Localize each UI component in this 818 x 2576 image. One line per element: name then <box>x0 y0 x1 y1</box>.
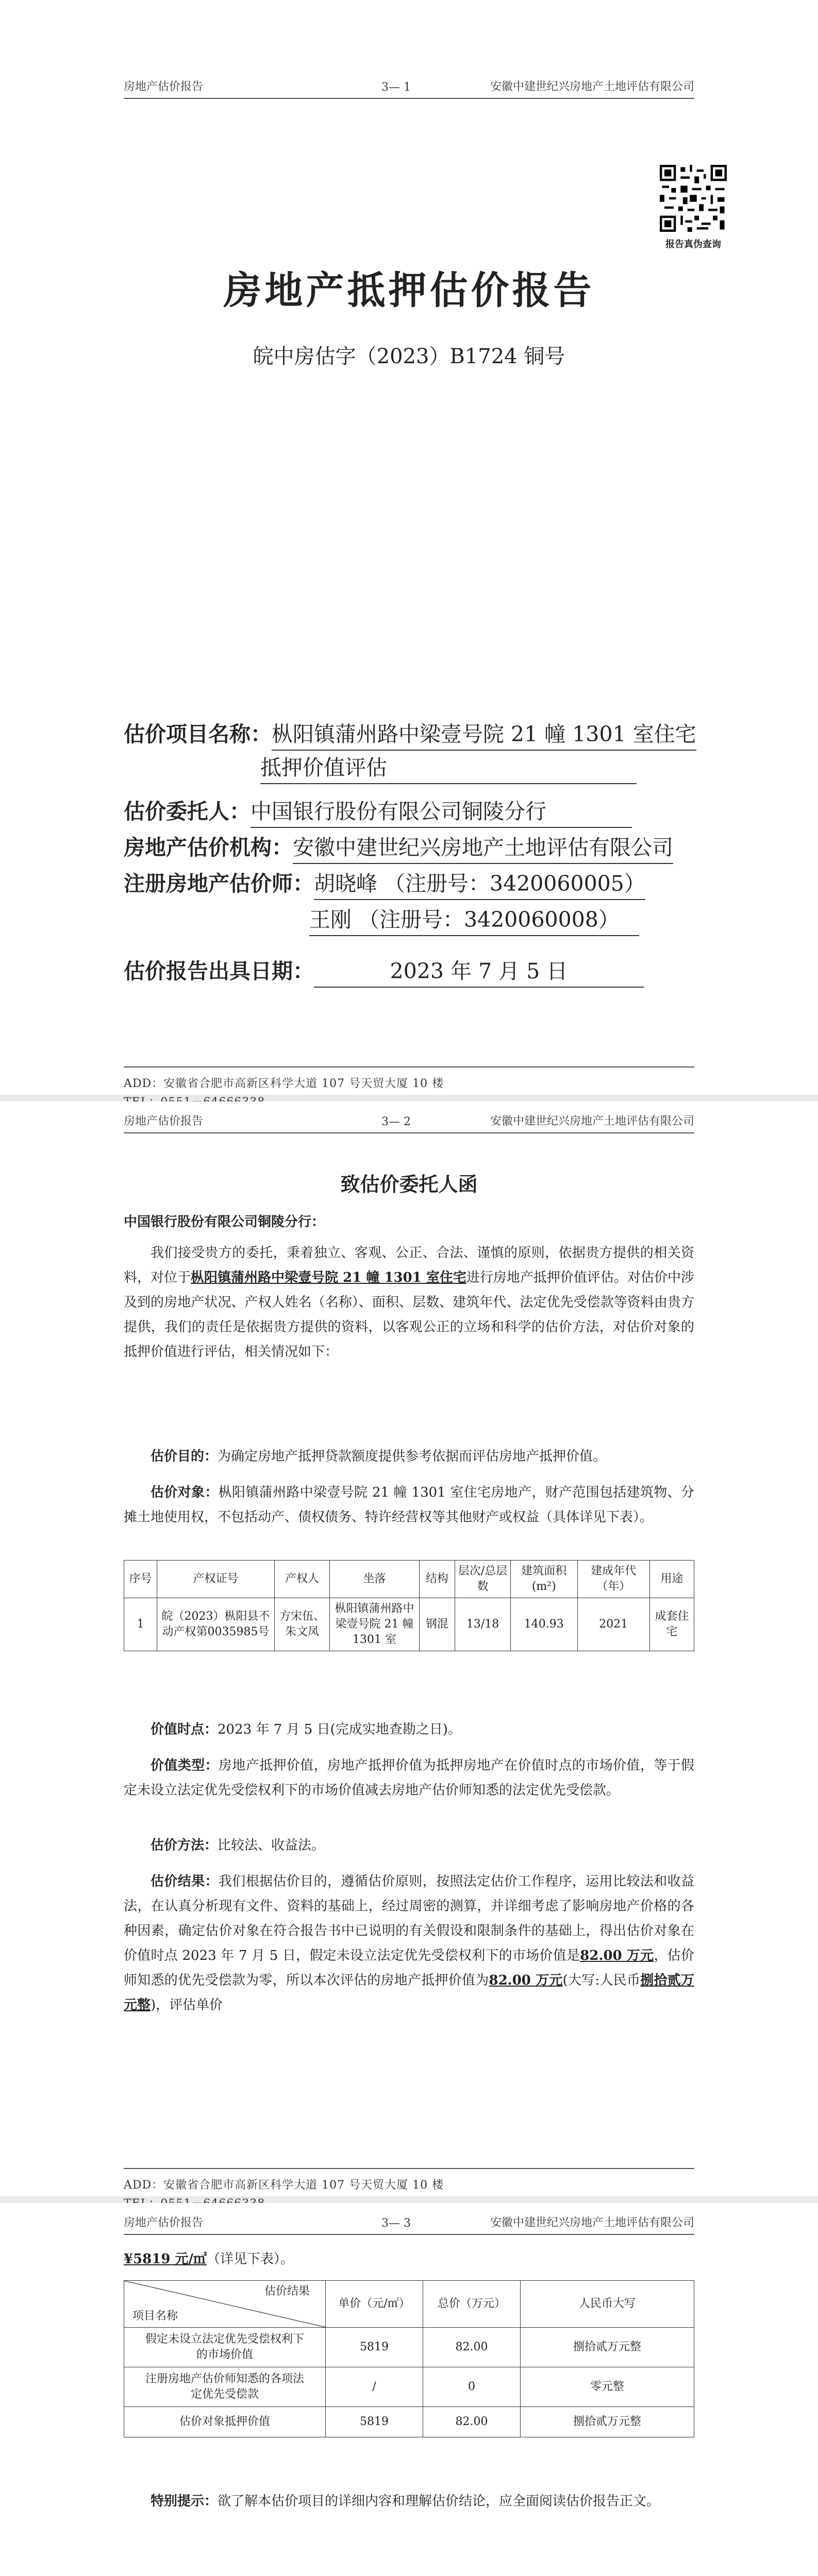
value-type-value: 房地产抵押价值，房地产抵押价值为抵押房地产在价值时点的市场价值，等于假定未设立法定优先受偿权利下的市场价值减去房地产估价师知悉的法定优先受偿款。 <box>124 1758 694 1798</box>
row-upper: 捌拾贰万元整 <box>521 2407 694 2437</box>
intro-paragraph <box>124 1241 694 1364</box>
purpose-value: 为确定房地产抵押贷款额度提供参考依据而评估房地产抵押价值。 <box>218 1449 607 1464</box>
row-upper: 零元整 <box>521 2367 694 2407</box>
qr-label: 报告真伪查询 <box>665 239 721 250</box>
method-value: 比较法、收益法。 <box>218 1838 325 1853</box>
letter-title: 致估价委托人函 <box>340 1173 478 1196</box>
project-name-value: 枞阳镇蒲州路中梁壹号院 21 幢 1301 室住宅 <box>272 719 696 751</box>
cell-structure: 钢混 <box>419 1598 455 1651</box>
cover-page <box>0 0 818 1095</box>
table-row <box>124 2328 694 2367</box>
result-page <box>0 2203 818 2576</box>
row-upper: 捌拾贰万元整 <box>521 2328 694 2367</box>
project-name-label: 估价项目名称： <box>124 722 272 747</box>
row-unit: 5819 <box>326 2407 423 2437</box>
result-text-5: （详见下表）。 <box>207 2251 294 2267</box>
result-label: 估价结果： <box>151 1874 219 1889</box>
header-left: 房地产估价报告 <box>124 80 204 93</box>
result-text-4: )，评估单价 <box>151 1997 223 2013</box>
result-amount-1: 82.00 万元 <box>580 1948 654 1963</box>
header-page-number: 3— 3 <box>381 2217 411 2230</box>
addressee-text: 中国银行股份有限公司铜陵分行： <box>124 1214 325 1230</box>
table-row <box>124 1598 694 1651</box>
cell-cert: 皖（2023）枞阳县不动产权第0035985号 <box>157 1598 275 1651</box>
result-table-header-row <box>124 2281 694 2328</box>
tips-paragraph <box>124 2489 694 2514</box>
th-total-price: 总价（万元） <box>423 2281 521 2328</box>
result-continuation <box>124 2247 694 2272</box>
value-type-label: 价值类型： <box>151 1758 219 1773</box>
th-structure: 结构 <box>419 1561 455 1598</box>
project-name-row <box>124 719 696 751</box>
header-right: 安徽中建世纪兴房地产土地评估有限公司 <box>490 1115 694 1128</box>
row-total: 0 <box>423 2367 521 2407</box>
th-unit-price: 单价（元/㎡） <box>326 2281 423 2328</box>
cell-owner: 方宋伍、朱文凤 <box>274 1598 330 1651</box>
th-use: 用途 <box>649 1561 694 1598</box>
value-type-paragraph <box>124 1753 694 1803</box>
report-date-label: 估价报告出具日期： <box>124 959 314 984</box>
result-paragraph <box>124 1869 694 2018</box>
method-paragraph <box>124 1833 694 1858</box>
appraiser-2: 王刚 （注册号：3420060008） <box>309 904 639 936</box>
header-page-number: 3— 1 <box>381 81 411 94</box>
purpose-paragraph <box>124 1444 694 1469</box>
footer-address: ADD：安徽省合肥市高新区科学大道 107 号天贸大厦 10 楼 <box>124 1077 444 1090</box>
th-cert: 产权证号 <box>157 1561 275 1598</box>
cell-year: 2021 <box>577 1598 649 1651</box>
client-value: 中国银行股份有限公司铜陵分行 <box>251 796 632 828</box>
page-header <box>124 2213 694 2235</box>
row-total: 82.00 <box>423 2407 521 2437</box>
footer-address: ADD：安徽省合肥市高新区科学大道 107 号天贸大厦 10 楼 <box>124 2179 444 2192</box>
row-unit: / <box>326 2367 423 2407</box>
appraiser-1: 胡晓峰 （注册号：3420060005） <box>314 868 645 900</box>
cell-floor: 13/18 <box>455 1598 511 1651</box>
agency-value: 安徽中建世纪兴房地产土地评估有限公司 <box>293 832 673 864</box>
row-unit: 5819 <box>326 2328 423 2367</box>
row-name: 注册房地产估价师知悉的各项法定优先受偿款 <box>124 2367 326 2407</box>
property-table <box>124 1560 694 1651</box>
th-upper: 人民币大写 <box>521 2281 694 2328</box>
cell-location: 枞阳镇蒲州路中梁壹号院 21 幢 1301 室 <box>330 1598 419 1651</box>
report-date-value: 2023 年 7 月 5 日 <box>314 956 644 988</box>
client-label: 估价委托人： <box>124 799 251 824</box>
appraiser-label: 注册房地产估价师： <box>124 871 314 896</box>
object-label: 估价对象： <box>151 1485 219 1500</box>
header-page-number: 3— 2 <box>381 1115 411 1128</box>
tips-label: 特别提示： <box>151 2494 218 2509</box>
value-date-value: 2023 年 7 月 5 日(完成实地查勘之日)。 <box>218 1722 461 1737</box>
letter-page <box>0 1101 818 2196</box>
table-header-row <box>124 1561 694 1598</box>
result-amount-2: 82.00 万元 <box>489 1973 563 1988</box>
project-name-row-2 <box>260 752 637 784</box>
row-total: 82.00 <box>423 2328 521 2367</box>
result-upper: 捌拾贰万元整 <box>124 1973 694 2013</box>
method-label: 估价方法： <box>151 1838 218 1853</box>
th-owner: 产权人 <box>274 1561 330 1598</box>
purpose-label: 估价目的： <box>151 1449 218 1464</box>
client-row <box>124 796 632 828</box>
qr-code-icon[interactable] <box>660 165 727 232</box>
th-floor: 层次/总层数 <box>455 1561 511 1598</box>
cell-seq: 1 <box>124 1598 157 1651</box>
result-text-2: ，估价师知悉的优先受偿款为零，所以本次评估的房地产抵押价值为 <box>124 1948 694 1988</box>
object-paragraph <box>124 1480 694 1530</box>
report-date-row <box>124 956 644 988</box>
row-name: 假定未设立法定优先受偿权利下的市场价值 <box>124 2328 326 2367</box>
result-unit-price: ¥5819 元/㎡ <box>124 2251 207 2267</box>
header-left: 房地产估价报告 <box>124 1115 204 1128</box>
th-location: 坐落 <box>330 1561 419 1598</box>
tips-value: 欲了解本估价项目的详细内容和理解估价结论，应全面阅读估价报告正文。 <box>218 2494 660 2509</box>
value-date-paragraph <box>124 1717 694 1742</box>
th-area: 建筑面积(m²) <box>510 1561 577 1598</box>
diag-top: 估价结果 <box>264 2285 310 2298</box>
header-right: 安徽中建世纪兴房地产土地评估有限公司 <box>490 2216 694 2229</box>
result-text-3: (大写:人民币 <box>562 1973 641 1988</box>
cell-area: 140.93 <box>510 1598 577 1651</box>
page-header <box>124 1112 694 1133</box>
object-value: 枞阳镇蒲州路中梁壹号院 21 幢 1301 室住宅房地产，财产范围包括建筑物、分摊土地使用权，不包括动产、债权债务、特许经营权等其他财产或权益（具体详见下表）。 <box>124 1485 694 1525</box>
table-row <box>124 2407 694 2437</box>
table-row <box>124 2367 694 2407</box>
report-number: 皖中房估字（2023）B1724 铜号 <box>253 345 565 368</box>
intro-object: 枞阳镇蒲州路中梁壹号院 21 幢 1301 室住宅 <box>191 1270 466 1285</box>
result-table <box>124 2280 694 2437</box>
result-text-1: 我们根据估价目的，遵循估价原则，按照法定估价工作程序，运用比较法和收益法，在认真分析现有文件、资料的基础上，经过周密的测算，并详细考虑了影响房地产价格的各种因素，确定估价对象在符合报告书中已说明的有关假设和限制条件的基础上，得出估价对象在价值时点 2023 年 7 月 5 日，假定未设立法定优先受偿权利下的市场价值是 <box>124 1874 694 1963</box>
intro-a: 我们接受贵方的委托，秉着独立、客观、公正、合法、谨慎的原则，依据贵方提供的相关资料，对位于 <box>124 1245 694 1285</box>
th-seq: 序号 <box>124 1561 157 1598</box>
diag-bottom: 项目名称 <box>132 2310 178 2323</box>
th-year: 建成年代（年） <box>577 1561 649 1598</box>
appraiser-row <box>124 868 645 900</box>
cell-use: 成套住宅 <box>649 1598 694 1651</box>
agency-label: 房地产估价机构： <box>124 835 293 860</box>
addressee <box>124 1210 694 1234</box>
intro-c: 进行房地产抵押价值评估。对估价中涉及到的房地产状况、产权人姓名（名称）、面积、层数、建筑年代、法定优先受偿款等资料由贵方提供，我们的责任是依据贵方提供的资料，以客观公正的立场和科学的估价方法，对估价对象的抵押价值进行评估，相关情况如下： <box>124 1270 694 1360</box>
project-name-value-2: 抵押价值评估 <box>260 752 637 784</box>
diagonal-header-cell <box>124 2281 326 2328</box>
row-name: 估价对象抵押价值 <box>124 2407 326 2437</box>
header-left: 房地产估价报告 <box>124 2216 204 2229</box>
page-header <box>124 77 694 99</box>
report-title: 房地产抵押估价报告 <box>223 268 595 313</box>
value-date-label: 价值时点： <box>151 1722 218 1737</box>
agency-row <box>124 832 673 864</box>
appraiser-row-2 <box>309 904 639 936</box>
header-right: 安徽中建世纪兴房地产土地评估有限公司 <box>490 80 694 93</box>
